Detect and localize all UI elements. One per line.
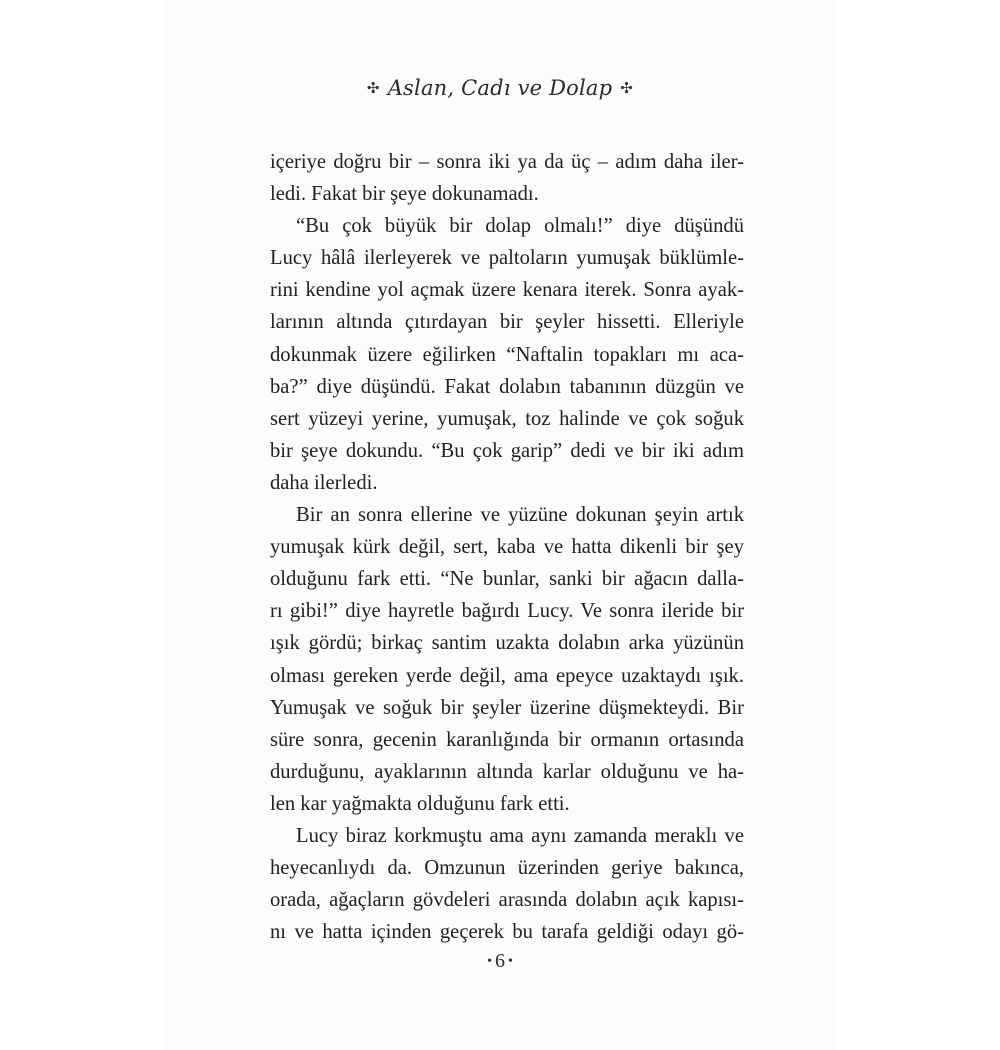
paragraph xyxy=(270,146,744,210)
text-line: dokunmak üzere eğilirken “Naftalin topakları mı aca- xyxy=(270,343,744,366)
text-line: daha ilerledi. xyxy=(270,471,378,494)
text-line: Lucy hâlâ ilerleyerek ve paltoların yumuşak büklümle- xyxy=(270,247,744,270)
text-line: rı gibi!” diye hayretle bağırdı Lucy. Ve sonra ileride bir xyxy=(270,600,744,623)
text-line: orada, ağaçların gövdeleri arasında dolabın açık kapısı- xyxy=(270,889,744,912)
bullet-icon: • xyxy=(487,954,492,969)
text-line: len kar yağmakta olduğunu fark etti. xyxy=(270,792,570,815)
page-number-value: 6 xyxy=(495,950,505,972)
text-line: larının altında çıtırdayan bir şeyler hissetti. Elleriyle xyxy=(270,311,744,334)
text-line: nı ve hatta içinden geçerek bu tarafa geldiği odayı gö- xyxy=(270,921,744,944)
text-line: ledi. Fakat bir şeye dokunamadı. xyxy=(270,183,539,206)
text-line: Yumuşak ve soğuk bir şeyler üzerine düşmekteydi. Bir xyxy=(270,696,744,719)
paragraph xyxy=(270,499,744,820)
text-line: ışık gördü; birkaç santim uzakta dolabın arka yüzünün xyxy=(270,632,744,655)
text-line: “Bu çok büyük bir dolap olmalı!” diye düşündü xyxy=(296,215,744,238)
text-line: durduğunu, ayaklarının altında karlar olduğunu ve ha- xyxy=(270,760,744,783)
paragraph xyxy=(270,820,744,948)
text-line: süre sonra, gecenin karanlığında bir ormanın ortasında xyxy=(270,728,744,751)
body-text xyxy=(270,146,744,948)
text-line: Lucy biraz korkmuştu ama aynı zamanda meraklı ve xyxy=(296,824,744,847)
text-line: olması gereken yerde değil, ama epeyce uzaktaydı ışık. xyxy=(270,664,744,687)
text-line: heyecanlıydı da. Omzunun üzerinden geriye bakınca, xyxy=(270,857,744,880)
running-head xyxy=(0,76,1000,100)
text-line: Bir an sonra ellerine ve yüzüne dokunan şeyin artık xyxy=(296,504,744,527)
page-number xyxy=(0,950,1000,973)
text-line: sert yüzeyi yerine, yumuşak, toz halinde ve çok soğuk xyxy=(270,407,744,430)
ornament-left-icon: ✣ xyxy=(366,79,380,97)
paragraph xyxy=(270,210,744,499)
text-line: rini kendine yol açmak üzere kenara iterek. Sonra ayak- xyxy=(270,279,744,302)
bullet-icon: • xyxy=(508,954,513,969)
text-line: içeriye doğru bir – sonra iki ya da üç – adım daha iler- xyxy=(270,151,744,173)
ornament-right-icon: ✣ xyxy=(620,79,634,97)
text-line: yumuşak kürk değil, sert, kaba ve hatta dikenli bir şey xyxy=(270,536,744,559)
text-line: olduğunu fark etti. “Ne bunlar, sanki bir ağacın dalla- xyxy=(270,568,744,591)
book-title: Aslan, Cadı ve Dolap xyxy=(387,76,613,100)
text-line: bir şeye dokundu. “Bu çok garip” dedi ve bir iki adım xyxy=(270,439,744,462)
text-line: ba?” diye düşündü. Fakat dolabın tabanının düzgün ve xyxy=(270,375,744,398)
